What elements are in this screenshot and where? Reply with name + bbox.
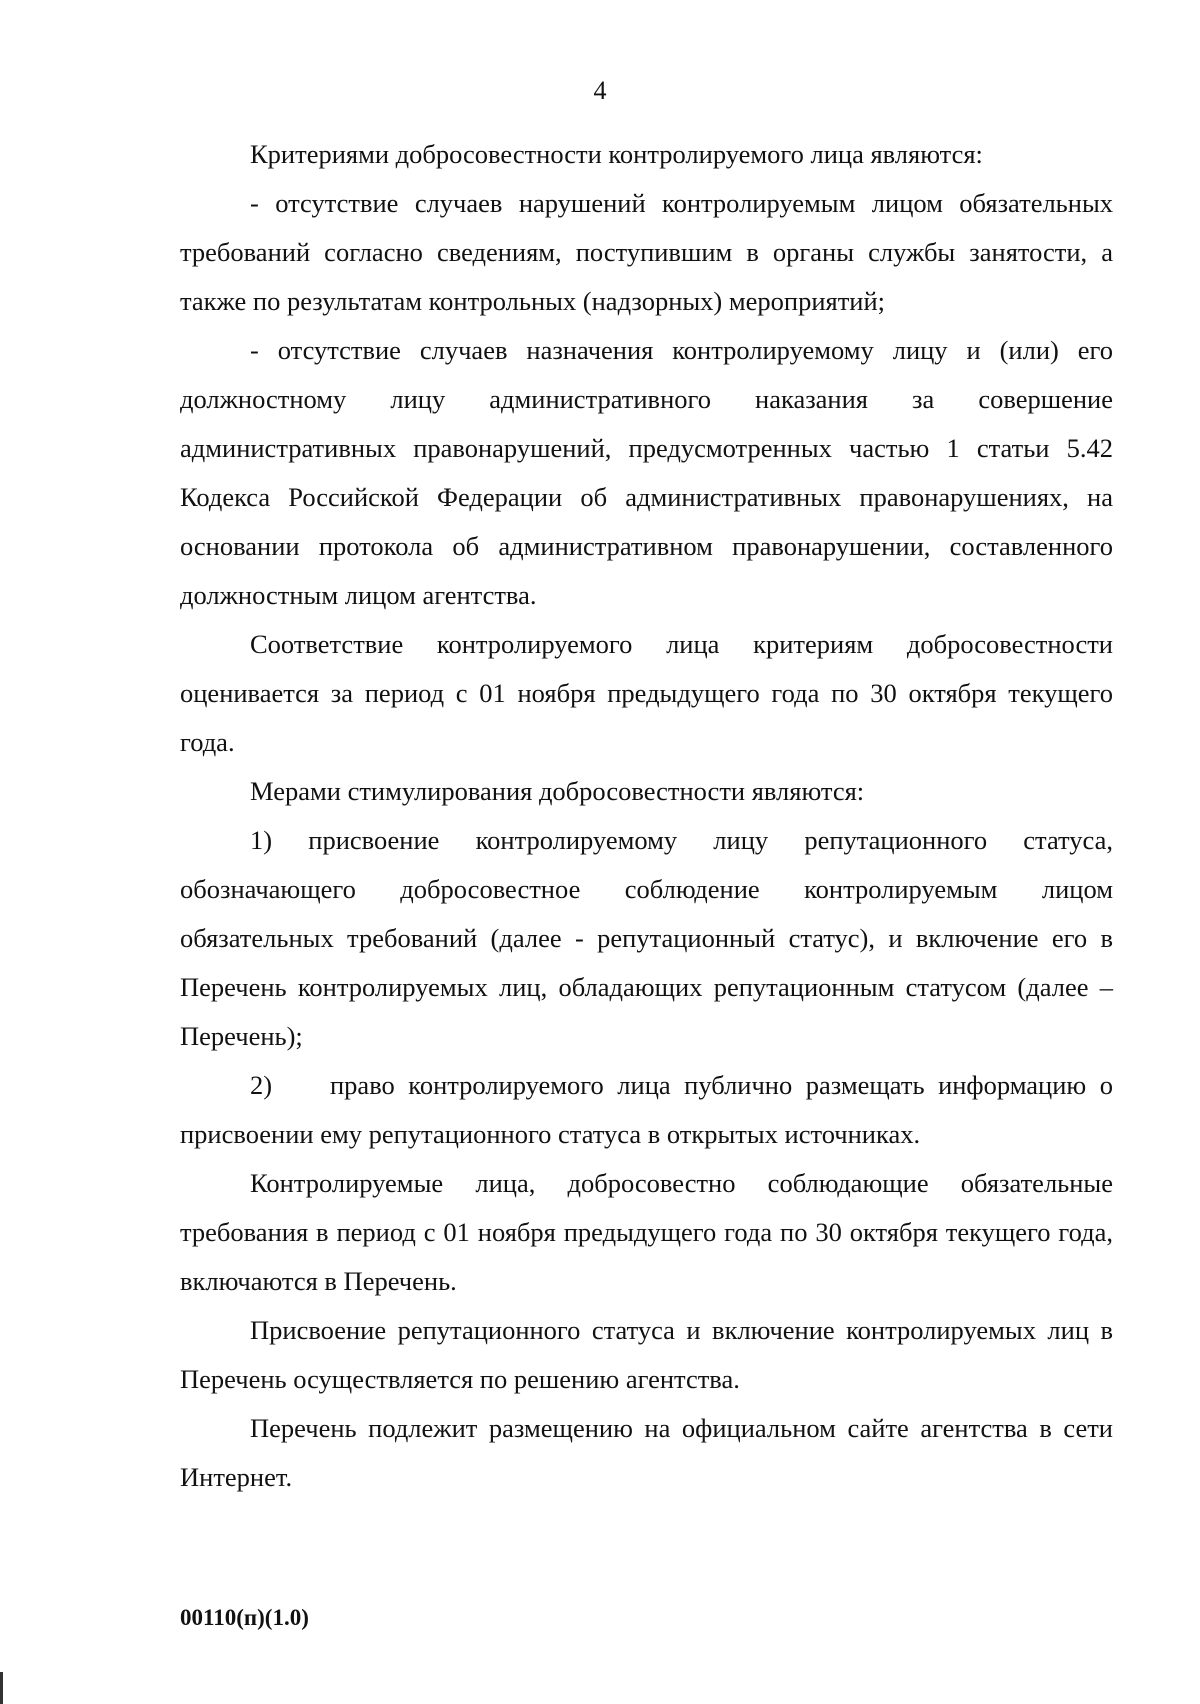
page-number: 4 [593, 76, 607, 105]
paragraph-criterion-2: - отсутствие случаев назначения контролируемому лицу и (или) его должностному лицу административного наказания за совершение административных правонарушений, предусмотренных частью 1 статьи 5.42 Кодекса Российской Федерации об административных правонарушениях, на основании протокола об административном правонарушении, составленного должностным лицом агентства. [180, 335, 1113, 610]
paragraph-evaluation-period: Соответствие контролируемого лица критериям добросовестности оценивается за период с 01 ноября предыдущего года по 30 октября текущего года. [180, 629, 1113, 757]
measure-2-text: право контролируемого лица публично размещать информацию о присвоении ему репутационного статуса в открытых источниках. [180, 1070, 1113, 1149]
measure-2-number: 2) [250, 1070, 273, 1100]
scan-edge-mark [0, 1672, 3, 1704]
paragraph-assignment-decision: Присвоение репутационного статуса и включение контролируемых лиц в Перечень осуществляется по решению агентства. [180, 1315, 1113, 1394]
paragraph-criterion-1: - отсутствие случаев нарушений контролируемым лицом обязательных требований согласно сведениям, поступившим в органы службы занятости, а также по результатам контрольных (надзорных) мероприятий; [180, 188, 1113, 316]
paragraph-criteria-intro: Критериями добросовестности контролируемого лица являются: [250, 139, 983, 169]
paragraph-measures-intro: Мерами стимулирования добросовестности являются: [250, 776, 865, 806]
document-code: 00110(п)(1.0) [180, 1605, 309, 1630]
paragraph-measure-1: 1) присвоение контролируемому лицу репутационного статуса, обозначающего добросовестное соблюдение контролируемым лицом обязательных требований (далее - репутационный статус), и включение его в Перечень контролируемых лиц, обладающих репутационным статусом (далее – Перечень); [180, 825, 1113, 1051]
paragraph-inclusion-rule: Контролируемые лица, добросовестно соблюдающие обязательные требования в период с 01 ноября предыдущего года по 30 октября текущего года, включаются в Перечень. [180, 1168, 1113, 1296]
paragraph-publication: Перечень подлежит размещению на официальном сайте агентства в сети Интернет. [180, 1413, 1113, 1492]
document-body [180, 130, 1113, 1502]
paragraph-measure-2 [180, 1061, 1113, 1159]
